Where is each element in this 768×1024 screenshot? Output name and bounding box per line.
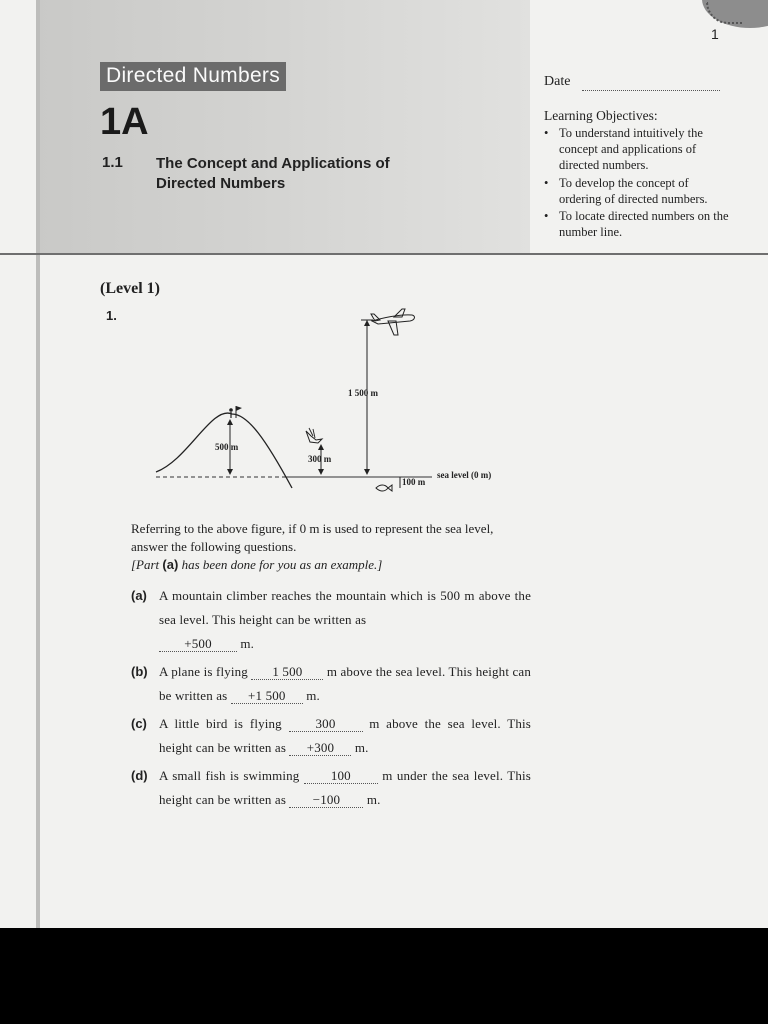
bullet-icon: • xyxy=(544,126,549,140)
answer-blank[interactable]: +1 500 xyxy=(231,688,303,704)
objective-item: • To develop the concept of ordering of directed numbers. xyxy=(544,175,708,206)
part-label: (d) xyxy=(131,768,148,783)
plane-icon xyxy=(371,309,414,335)
part-label: (c) xyxy=(131,716,147,731)
question-part-d xyxy=(131,764,531,812)
page-corner-dots xyxy=(706,2,742,24)
section-number: 1.1 xyxy=(102,154,123,171)
question-part-b xyxy=(131,660,531,708)
part-label: (b) xyxy=(131,664,148,679)
header-divider xyxy=(0,253,768,255)
question-number: 1. xyxy=(106,308,117,323)
chapter-title: Directed Numbers xyxy=(100,62,286,91)
instructions xyxy=(131,520,531,574)
mountain-height-label: 500 m xyxy=(215,442,239,452)
part-text: A little bird is flying 300 m above the sea level. This height can be written as +300 m. xyxy=(159,716,531,755)
bird-height-label: 300 m xyxy=(308,454,332,464)
answer-blank[interactable]: +500 xyxy=(159,636,237,652)
plane-height-label: 1 500 m xyxy=(348,388,378,398)
question-part-c xyxy=(131,712,531,760)
fish-depth-label: 100 m xyxy=(402,477,426,487)
bird-icon xyxy=(306,428,322,443)
objectives-title: Learning Objectives: xyxy=(544,108,658,123)
part-text: A plane is flying 1 500 m above the sea level. This height can be written as +1 500 m. xyxy=(159,664,532,703)
sea-level-label: sea level (0 m) xyxy=(437,470,492,480)
unit-code: 1A xyxy=(100,101,149,143)
date-label: Date xyxy=(544,74,571,89)
answer-blank[interactable]: −100 xyxy=(289,792,363,808)
left-margin-rule xyxy=(36,0,40,928)
example-note: [Part (a) has been done for you as an example.] xyxy=(131,557,383,572)
fish-icon xyxy=(376,485,392,491)
bullet-icon: • xyxy=(544,175,549,190)
answer-blank[interactable]: 100 xyxy=(304,768,378,784)
objectives-list xyxy=(542,125,732,241)
answer-blank[interactable]: 300 xyxy=(289,716,363,732)
date-field[interactable] xyxy=(582,90,720,91)
objective-item: • To locate directed numbers on the number line. xyxy=(544,209,729,240)
part-text: A small fish is swimming 100 m under the sea level. This height can be written as −100 m. xyxy=(159,768,531,807)
bullet-icon: • xyxy=(544,209,549,224)
answer-blank[interactable]: +300 xyxy=(289,740,351,756)
level-heading: (Level 1) xyxy=(100,280,160,297)
part-text: A mountain climber reaches the mountain which is 500 m above the sea level. This height can be written as +500 m. xyxy=(159,588,531,651)
answer-blank[interactable]: 1 500 xyxy=(251,664,323,680)
instructions-text: Referring to the above figure, if 0 m is used to represent the sea level, answer the following questions. xyxy=(131,521,494,554)
section-title: The Concept and Applications of Directed Numbers xyxy=(156,155,390,192)
objective-item: • To understand intuitively the concept and applications of directed numbers. xyxy=(544,126,703,173)
page-number: 1 xyxy=(711,26,719,42)
part-label: (a) xyxy=(131,588,147,603)
sea-level-figure xyxy=(150,300,530,500)
question-part-a xyxy=(131,584,531,656)
